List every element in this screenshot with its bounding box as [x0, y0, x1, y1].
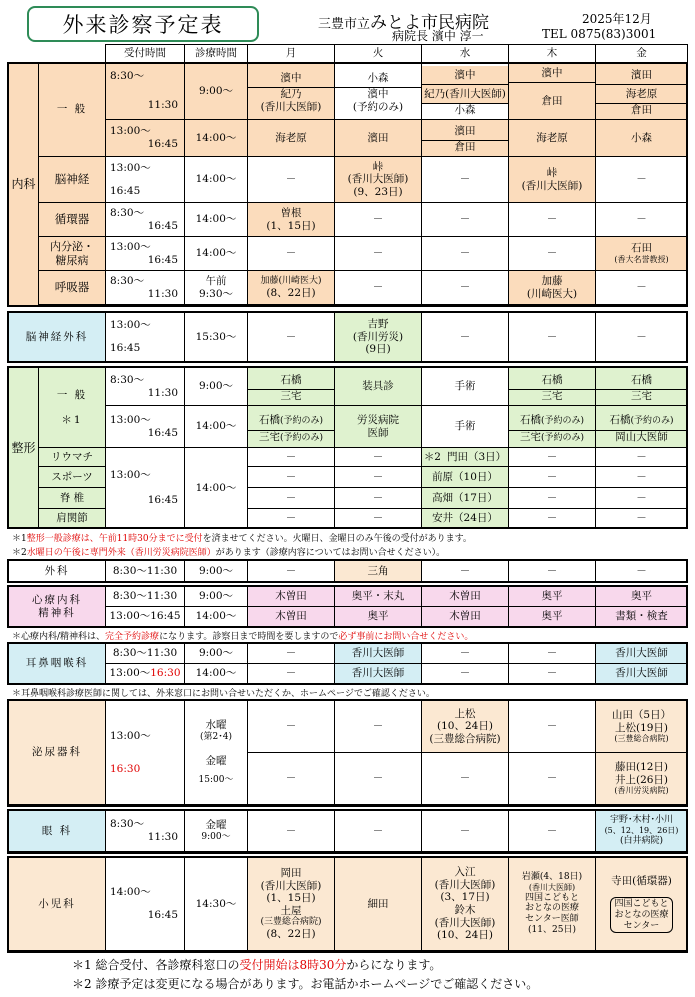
- cell-uro-2-thu: －: [509, 753, 596, 805]
- reception-time: 8:30～ 11:30: [106, 63, 185, 120]
- cell-ent-am-tue: 香川大医師: [335, 644, 422, 664]
- cell-eye-thu: －: [509, 811, 596, 852]
- rheuma-label: リウマチ: [39, 448, 106, 467]
- cell-neuro-thu: 峠 (香川大医師): [509, 157, 596, 203]
- surgery-row: [9, 561, 688, 582]
- endo-label: 内分泌・ 糖尿病: [39, 237, 106, 271]
- cell-spine-mon: －: [248, 488, 335, 509]
- cell-psych-pm-tue: 奥平: [335, 607, 422, 627]
- schedule-table-uro: [8, 700, 688, 805]
- cell-psych-am-tue: 奥平・末丸: [335, 587, 422, 607]
- cell-uro-2-tue: －: [335, 753, 422, 805]
- consult-time: 14:00～: [185, 203, 248, 237]
- internal-resp-row: [9, 271, 688, 305]
- consult-time: 14:00～: [185, 406, 248, 448]
- cell-rheuma-wed: ＊2 門田（3日）: [422, 448, 509, 467]
- cell-uro-1-thu: －: [509, 701, 596, 753]
- cell-ortho-pm-wed: 手術: [422, 406, 509, 448]
- neurosurg-row: [9, 313, 688, 362]
- reception-time: 13:00～ 16:30: [106, 701, 185, 805]
- ortho-pm-row: [9, 406, 688, 448]
- cell-neurosurg-tue: 吉野 (香川労災) (9日): [335, 313, 422, 362]
- cell-neurosurg-mon: －: [248, 313, 335, 362]
- col-wed: 水: [422, 45, 509, 63]
- schedule-table-ped: [8, 857, 688, 951]
- ent-am-row: [9, 644, 688, 664]
- internal-ippan-am-row: [9, 63, 688, 120]
- cell-sports-fri: －: [596, 467, 688, 488]
- cell-endo-thu: －: [509, 237, 596, 271]
- consult-time: 14:00～: [185, 120, 248, 157]
- ortho-am-row: [9, 368, 688, 406]
- reception-time: 8:30～11:30: [106, 561, 185, 582]
- cell-shoulder-tue: －: [335, 509, 422, 529]
- reception-time: 13:00～16:30: [106, 664, 185, 684]
- cell-endo-wed: －: [422, 237, 509, 271]
- cell-circ-tue: －: [335, 203, 422, 237]
- cell-sports-tue: －: [335, 467, 422, 488]
- cell-uro-2-mon: －: [248, 753, 335, 805]
- cell-eye-tue: －: [335, 811, 422, 852]
- reception-time: 13:00～ 16:45: [106, 313, 185, 362]
- cell-ped-wed: 入江 (香川大医師) (3、17日) 鈴木 (香川大医師) (10、24日): [422, 858, 509, 951]
- reception-time: 8:30～11:30: [106, 587, 185, 607]
- col-mon: 月: [248, 45, 335, 63]
- cell-endo-mon: －: [248, 237, 335, 271]
- cell-internal-am-thu: 濱中 倉田: [509, 63, 596, 120]
- reception-time: 13:00～16:45: [106, 607, 185, 627]
- cell-circ-wed: －: [422, 203, 509, 237]
- cell-rheuma-fri: －: [596, 448, 688, 467]
- cell-ortho-am-fri: 石橋 三宅: [596, 368, 688, 406]
- schedule-table-neurosurg: [8, 312, 688, 362]
- dept-neurosurg: 脳神経外科: [9, 313, 106, 362]
- cell-neuro-mon: －: [248, 157, 335, 203]
- schedule-table-ortho: [8, 367, 688, 529]
- note-ent: ＊耳鼻咽喉科診療医師に関しては、外来窓口にお問い合せいただくか、ホームページでご確認ください。: [12, 689, 435, 699]
- header-row: [9, 45, 688, 63]
- consult-time: 午前 9:30～: [185, 271, 248, 305]
- cell-psych-pm-wed: 木曽田: [422, 607, 509, 627]
- cell-resp-wed: －: [422, 271, 509, 305]
- cell-internal-am-wed: 濱中 紀乃(香川大医師) 小森: [422, 63, 509, 120]
- schedule-table-main: [8, 44, 688, 306]
- cell-sports-mon: －: [248, 467, 335, 488]
- cell-ortho-am-thu: 石橋 三宅: [509, 368, 596, 406]
- reception-time: 13:00～ 16:45: [106, 157, 185, 203]
- cell-ent-pm-wed: －: [422, 664, 509, 684]
- cell-surgery-tue: 三角: [335, 561, 422, 582]
- cell-neuro-tue: 峠 (香川大医師) (9、23日): [335, 157, 422, 203]
- cell-resp-mon: 加藤(川崎医大) (8、22日): [248, 271, 335, 305]
- cell-circ-thu: －: [509, 203, 596, 237]
- circ-label: 循環器: [39, 203, 106, 237]
- psych-pm-row: [9, 607, 688, 627]
- cell-rheuma-tue: －: [335, 448, 422, 467]
- consult-time: 水曜 (第2･4) 金曜 15:00～: [185, 701, 248, 805]
- cell-uro-1-tue: －: [335, 701, 422, 753]
- shoulder-label: 肩関節: [39, 509, 106, 529]
- ent-pm-row: [9, 664, 688, 684]
- cell-ent-am-thu: －: [509, 644, 596, 664]
- ortho-rheuma-row: [9, 448, 688, 467]
- col-fri: 金: [596, 45, 688, 63]
- cell-resp-tue: －: [335, 271, 422, 305]
- cell-ent-pm-tue: 香川大医師: [335, 664, 422, 684]
- hospital-name: 三豊市立みとよ市民病院: [318, 13, 490, 33]
- consult-time: 14:00～: [185, 664, 248, 684]
- cell-ped-fri: 寺田(循環器) 四国こどもと おとなの医療 センター: [596, 858, 688, 951]
- cell-psych-pm-thu: 奥平: [509, 607, 596, 627]
- cell-spine-thu: －: [509, 488, 596, 509]
- reception-time: 8:30～11:30: [106, 644, 185, 664]
- cell-shoulder-thu: －: [509, 509, 596, 529]
- cell-internal-pm-tue: 濱田: [335, 120, 422, 157]
- cell-ortho-am-wed: 手術: [422, 368, 509, 406]
- neuro-label: 脳神経: [39, 157, 106, 203]
- cell-sports-wed: 前原（10日）: [422, 467, 509, 488]
- cell-psych-pm-fri: 書類・検査: [596, 607, 688, 627]
- cell-sports-thu: －: [509, 467, 596, 488]
- cell-psych-am-thu: 奥平: [509, 587, 596, 607]
- cell-endo-fri: 石田 (香大名誉教授): [596, 237, 688, 271]
- col-thu: 木: [509, 45, 596, 63]
- cell-spine-fri: －: [596, 488, 688, 509]
- cell-eye-wed: －: [422, 811, 509, 852]
- cell-uro-2-wed: －: [422, 753, 509, 805]
- note-psych: ＊心療内科/精神科は、完全予約診療になります。診察日まで時間を要しますので必ず事前にお問い合せください。: [12, 632, 474, 642]
- consult-time: 9:00～: [185, 561, 248, 582]
- dept-psych: 心療内科 精神科: [9, 587, 106, 627]
- consult-time: 9:00～: [185, 368, 248, 406]
- internal-ippan-label: 一 般: [39, 63, 106, 157]
- cell-shoulder-mon: －: [248, 509, 335, 529]
- schedule-table-ent: [8, 643, 688, 684]
- cell-ent-pm-thu: －: [509, 664, 596, 684]
- cell-internal-pm-mon: 海老原: [248, 120, 335, 157]
- consult-time: 14:00～: [185, 237, 248, 271]
- cell-psych-am-fri: 奥平: [596, 587, 688, 607]
- reception-time: 8:30～ 11:30: [106, 368, 185, 406]
- dept-eye: 眼 科: [9, 811, 106, 852]
- telephone: TEL 0875(83)3001: [542, 27, 657, 41]
- sports-label: スポーツ: [39, 467, 106, 488]
- cell-uro-2-fri: 藤田(12日) 井上(26日) (香川労災病院): [596, 753, 688, 805]
- cell-resp-thu: 加藤 (川崎医大): [509, 271, 596, 305]
- dept-surgery: 外科: [9, 561, 106, 582]
- cell-internal-am-mon: 濱中 紀乃 (香川大医師): [248, 63, 335, 120]
- cell-ortho-pm-thu: 石橋(予約のみ) 三宅(予約のみ): [509, 406, 596, 448]
- col-consult: 診療時間: [185, 45, 248, 63]
- dept-ped: 小児科: [9, 858, 106, 951]
- cell-shoulder-fri: －: [596, 509, 688, 529]
- reception-time: 14:00～ 16:45: [106, 858, 185, 951]
- cell-eye-mon: －: [248, 811, 335, 852]
- cell-spine-tue: －: [335, 488, 422, 509]
- note-ortho-1: ＊1整形一般診療は、午前11時30分までに受付を済ませてください。火曜日、金曜日のみ午後の受付があります。: [12, 534, 472, 544]
- eye-row: [9, 811, 688, 852]
- cell-internal-am-fri: 濱田 海老原 倉田: [596, 63, 688, 120]
- cell-rheuma-thu: －: [509, 448, 596, 467]
- uro-row-1: [9, 701, 688, 753]
- cell-ortho-pm-fri: 石橋(予約のみ) 岡山大医師: [596, 406, 688, 448]
- cell-surgery-mon: －: [248, 561, 335, 582]
- director: 病院長 濱中 淳一: [392, 29, 484, 43]
- cell-psych-pm-mon: 木曽田: [248, 607, 335, 627]
- kids-center-box: 四国こどもと おとなの医療 センター: [610, 897, 672, 933]
- cell-surgery-thu: －: [509, 561, 596, 582]
- ortho-ippan-label: 一 般 ＊1: [39, 368, 106, 448]
- ped-row: [9, 858, 688, 951]
- cell-neuro-wed: －: [422, 157, 509, 203]
- cell-neurosurg-thu: －: [509, 313, 596, 362]
- cell-surgery-wed: －: [422, 561, 509, 582]
- schedule-table-surgery: [8, 560, 688, 582]
- internal-ippan-pm-row: [9, 120, 688, 157]
- consult-time: 14:30～: [185, 858, 248, 951]
- cell-ent-am-fri: 香川大医師: [596, 644, 688, 664]
- reception-time: 8:30～ 11:30: [106, 271, 185, 305]
- schedule-table-psych: [8, 586, 688, 627]
- reception-time: 8:30～ 11:30: [106, 811, 185, 852]
- cell-neurosurg-fri: －: [596, 313, 688, 362]
- internal-circ-row: [9, 203, 688, 237]
- cell-rheuma-mon: －: [248, 448, 335, 467]
- dept-internal: 内科: [9, 63, 39, 306]
- reception-time: 13:00～ 16:45: [106, 120, 185, 157]
- page-title: 外来診察予定表: [27, 6, 259, 42]
- psych-am-row: [9, 587, 688, 607]
- cell-ped-tue: 細田: [335, 858, 422, 951]
- cell-spine-wed: 高畑（17日）: [422, 488, 509, 509]
- consult-time: 14:00～: [185, 157, 248, 203]
- cell-ent-pm-mon: －: [248, 664, 335, 684]
- col-tue: 火: [335, 45, 422, 63]
- footer-note-2: ＊2 診療予定は変更になる場合があります。お電話かホームページでご確認ください。: [72, 977, 539, 991]
- cell-internal-pm-fri: 小森: [596, 120, 688, 157]
- cell-resp-fri: －: [596, 271, 688, 305]
- consult-time: 9:00～: [185, 63, 248, 120]
- cell-ent-pm-fri: 香川大医師: [596, 664, 688, 684]
- cell-psych-am-mon: 木曽田: [248, 587, 335, 607]
- consult-time: 9:00～: [185, 587, 248, 607]
- schedule-table-eye: [8, 810, 688, 852]
- cell-eye-fri: 宇野･木村･小川 (5、12、19、26日) (白井病院): [596, 811, 688, 852]
- cell-internal-pm-thu: 海老原: [509, 120, 596, 157]
- internal-endo-row: [9, 237, 688, 271]
- cell-ent-am-wed: －: [422, 644, 509, 664]
- cell-internal-pm-wed: 濱田 倉田: [422, 120, 509, 157]
- cell-shoulder-wed: 安井（24日）: [422, 509, 509, 529]
- schedule-date: 2025年12月: [582, 12, 652, 26]
- cell-internal-am-tue: 小森 濱中 (予約のみ): [335, 63, 422, 120]
- dept-ent: 耳鼻咽喉科: [9, 644, 106, 684]
- note-ortho-2: ＊2水曜日の午後に専門外来（香川労災病院医師）があります（診療内容についてはお問い合せください）。: [12, 548, 446, 558]
- cell-ped-thu: 岩瀬(4、18日) (香川大医師) 四国こどもと おとなの医療 センター医師 (11、25日): [509, 858, 596, 951]
- reception-time: 8:30～ 16:45: [106, 203, 185, 237]
- cell-endo-tue: －: [335, 237, 422, 271]
- cell-circ-fri: －: [596, 203, 688, 237]
- spine-label: 脊 椎: [39, 488, 106, 509]
- dept-ortho: 整形: [9, 368, 39, 529]
- cell-surgery-fri: －: [596, 561, 688, 582]
- internal-neuro-row: [9, 157, 688, 203]
- cell-ortho-am-tue: 装具診: [335, 368, 422, 406]
- consult-time: 14:00～: [185, 448, 248, 529]
- reception-time: 13:00～ 16:45: [106, 448, 185, 529]
- cell-uro-1-wed: 上松 (10、24日) (三豊総合病院): [422, 701, 509, 753]
- consult-time: 金曜 9:00～: [185, 811, 248, 852]
- consult-time: 14:00～: [185, 607, 248, 627]
- reception-time: 13:00～ 16:45: [106, 406, 185, 448]
- cell-neurosurg-wed: －: [422, 313, 509, 362]
- cell-neuro-fri: －: [596, 157, 688, 203]
- cell-uro-1-mon: －: [248, 701, 335, 753]
- dept-uro: 泌尿器科: [9, 701, 106, 805]
- consult-time: 15:30～: [185, 313, 248, 362]
- cell-ortho-am-mon: 石橋 三宅: [248, 368, 335, 406]
- cell-ped-mon: 岡田 (香川大医師) (1、15日) 土屋 (三豊総合病院) (8、22日): [248, 858, 335, 951]
- cell-circ-mon: 曽根 (1、15日): [248, 203, 335, 237]
- resp-label: 呼吸器: [39, 271, 106, 305]
- consult-time: 9:00～: [185, 644, 248, 664]
- cell-psych-am-wed: 木曽田: [422, 587, 509, 607]
- footer-note-1: ＊1 総合受付、各診療科窓口の受付開始は8時30分からになります。: [72, 958, 442, 972]
- cell-uro-1-fri: 山田（5日） 上松(19日) (三豊総合病院): [596, 701, 688, 753]
- col-reception: 受付時間: [106, 45, 185, 63]
- cell-ortho-pm-mon: 石橋(予約のみ) 三宅(予約のみ): [248, 406, 335, 448]
- cell-ent-am-mon: －: [248, 644, 335, 664]
- cell-ortho-pm-tue: 労災病院 医師: [335, 406, 422, 448]
- reception-time: 13:00～ 16:45: [106, 237, 185, 271]
